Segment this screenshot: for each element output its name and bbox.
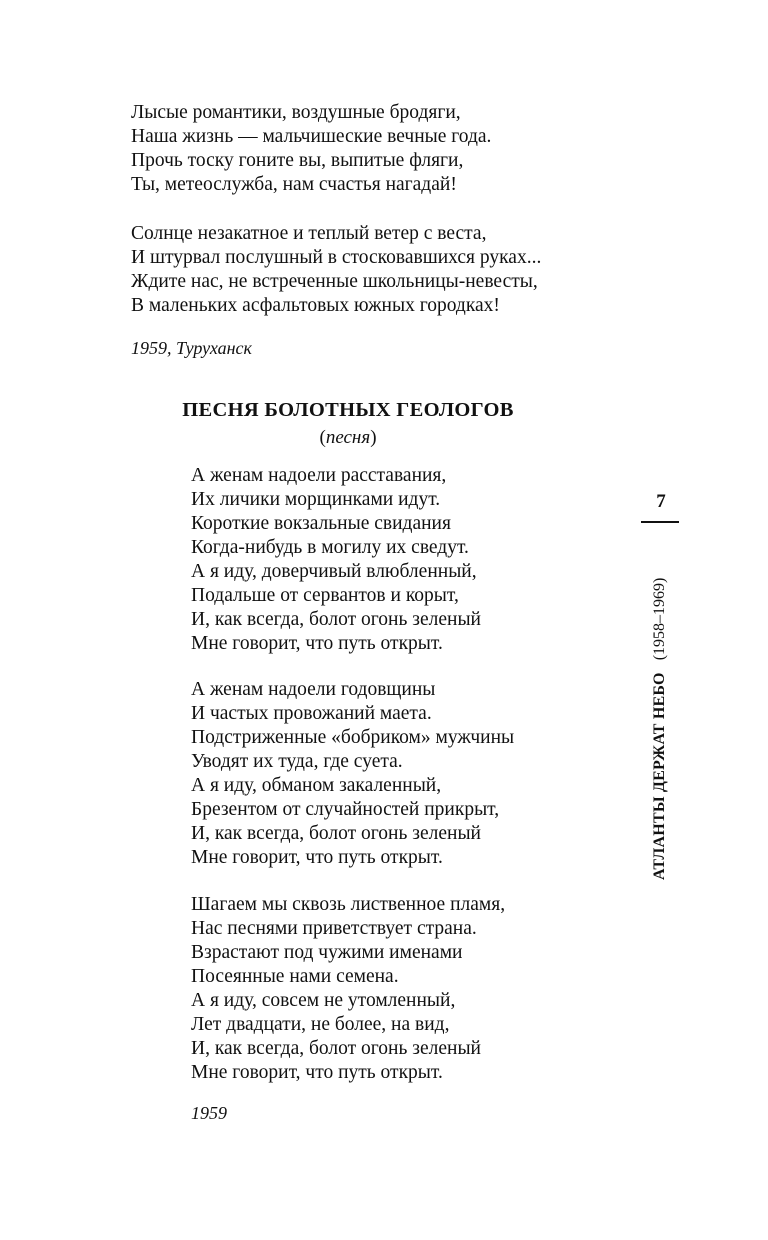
poem-line: И, как всегда, болот огонь зеленый	[191, 823, 481, 844]
poem-line: Прочь тоску гоните вы, выпитые фляги,	[131, 150, 464, 171]
poem-line: Наша жизнь — мальчишеские вечные года.	[131, 126, 492, 147]
poem-title: ПЕСНЯ БОЛОТНЫХ ГЕОЛОГОВ	[182, 399, 514, 421]
poem-line: Нас песнями приветствует страна.	[191, 918, 477, 939]
poem2-date: 1959	[191, 1103, 227, 1123]
subtitle-text: песня	[325, 427, 371, 448]
poem-line: Шагаем мы сквозь лиственное пламя,	[191, 894, 506, 915]
poem-line: Взрастают под чужими именами	[191, 942, 463, 963]
poem-line: Ты, метеослужба, нам счастья нагадай!	[131, 174, 457, 195]
poem-line: Мне говорит, что путь открыт.	[191, 633, 443, 654]
poem-line: А я иду, доверчивый влюбленный,	[191, 561, 477, 582]
poem-line: Брезентом от случайностей прикрыт,	[191, 799, 500, 820]
poem-line: Подстриженные «бобриком» мужчины	[191, 727, 515, 748]
poem-subtitle	[0, 426, 696, 450]
page-number: 7	[656, 491, 666, 512]
poem2-stanza-2	[191, 678, 514, 870]
poem-line: Мне говорит, что путь открыт.	[191, 1062, 443, 1083]
running-head-years: (1958–1969)	[651, 577, 668, 661]
running-head-title: АТЛАНТЫ ДЕРЖАТ НЕБО	[651, 672, 668, 880]
poem-line: А я иду, обманом закаленный,	[191, 775, 442, 796]
poem1-stanza-1	[131, 101, 491, 197]
poem-line: Подальше от сервантов и корыт,	[191, 585, 459, 606]
poem1-stanza-2	[131, 222, 541, 318]
poem-line: Мне говорит, что путь открыт.	[191, 847, 443, 868]
poem-line: В маленьких асфальтовых южных городках!	[131, 295, 500, 316]
poem-line: И частых провожаний маета.	[191, 703, 432, 724]
poem-line: Короткие вокзальные свидания	[191, 513, 451, 534]
running-head	[649, 578, 671, 880]
poem2-stanza-1	[191, 464, 481, 656]
poem-line: Лет двадцати, не более, на вид,	[191, 1014, 450, 1035]
poem-line: Уводят их туда, где суета.	[191, 751, 403, 772]
poem-line: Когда-нибудь в могилу их сведут.	[191, 537, 469, 558]
poem-line: А женам надоели расставания,	[191, 465, 447, 486]
poem-line: Посеянные нами семена.	[191, 966, 399, 987]
poem-line: А я иду, совсем не утомленный,	[191, 990, 456, 1011]
poem-line: И штурвал послушный в стосковавшихся руках...	[131, 247, 542, 268]
poem-line: И, как всегда, болот огонь зеленый	[191, 1038, 481, 1059]
poem-line: Ждите нас, не встреченные школьницы-невесты,	[131, 271, 538, 292]
page-number-rule	[641, 521, 679, 523]
subtitle-open-paren: (	[319, 427, 326, 448]
poem-line: А женам надоели годовщины	[191, 679, 436, 700]
subtitle-close-paren: )	[370, 427, 377, 448]
poem-line: Их личики морщинками идут.	[191, 489, 441, 510]
poem2-stanza-3	[191, 893, 505, 1085]
poem1-date-place: 1959, Туруханск	[131, 338, 252, 358]
poem-line: И, как всегда, болот огонь зеленый	[191, 609, 481, 630]
poem-line: Лысые романтики, воздушные бродяги,	[131, 102, 461, 123]
poem-line: Солнце незакатное и теплый ветер с веста,	[131, 223, 487, 244]
